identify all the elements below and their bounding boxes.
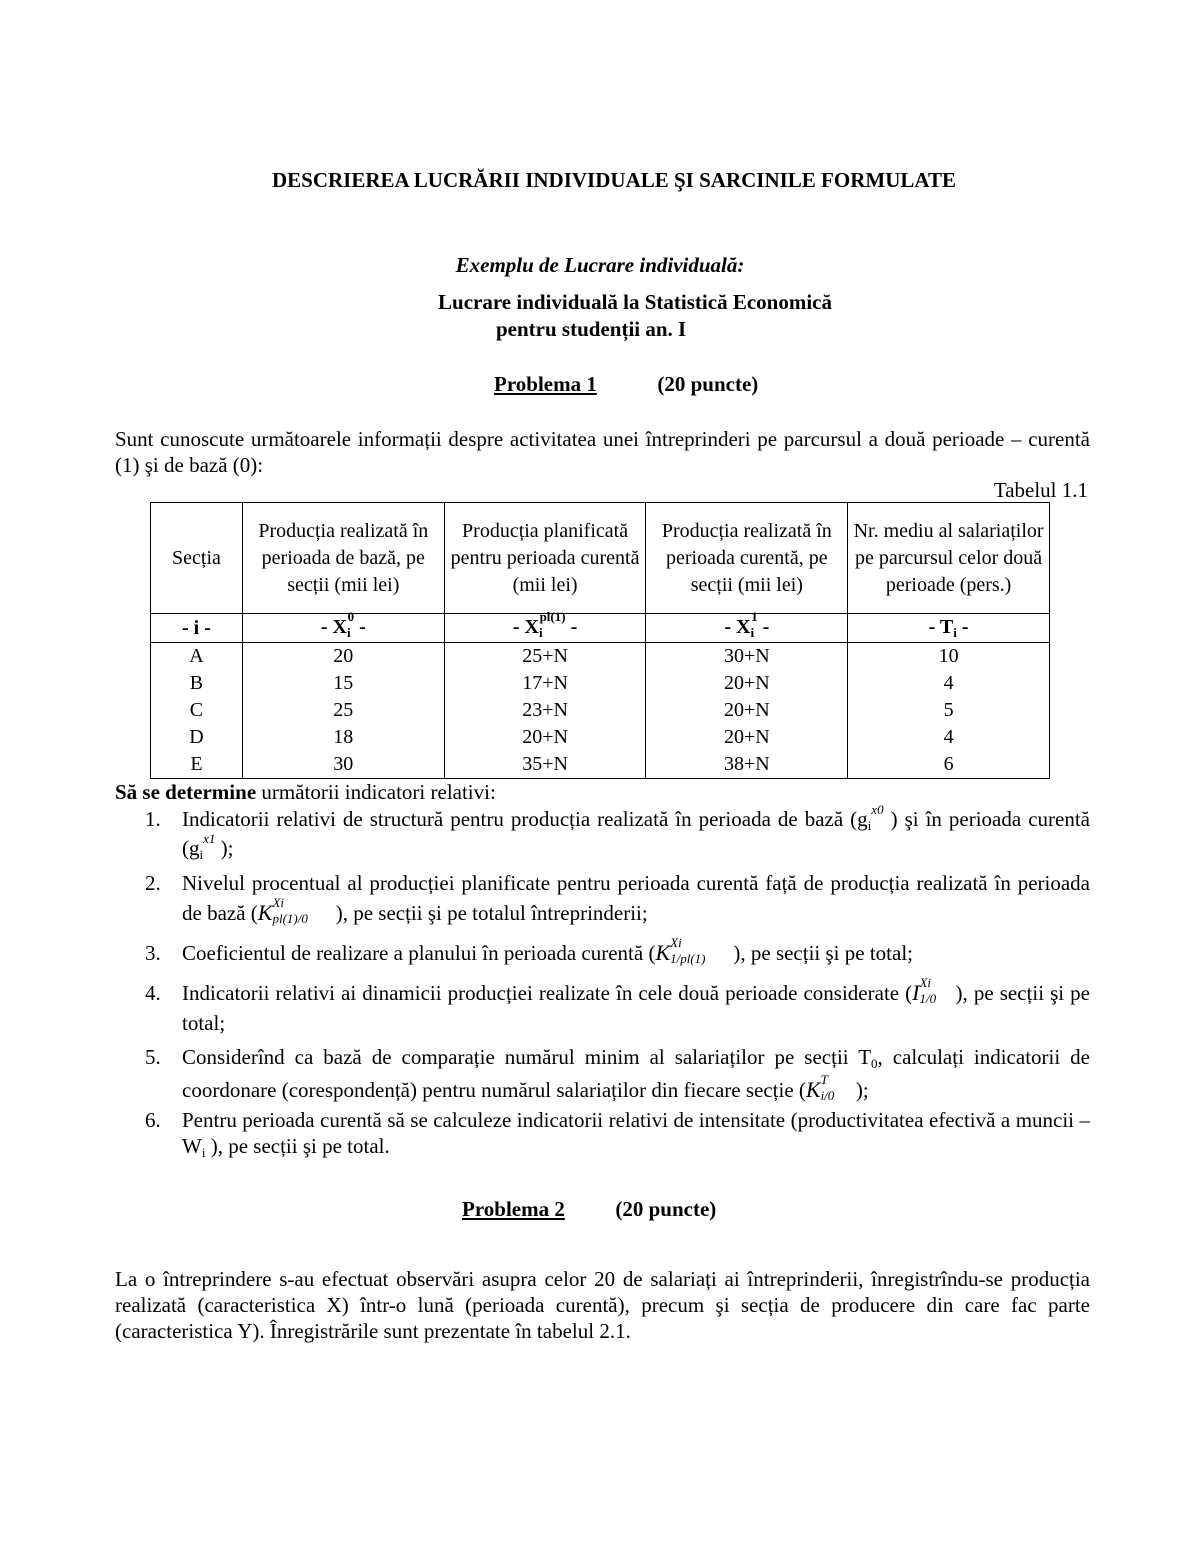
table-cell: 15 (242, 670, 444, 697)
table-row (151, 670, 1050, 697)
table-cell: 6 (848, 751, 1050, 779)
table-cell: 30+N (646, 643, 848, 671)
symbol-xipl1: - $X_i^{pl(1)}$ - (444, 614, 646, 643)
problem-2-text: La o întreprindere s-au efectuat observări asupra celor 20 de salariați ai întreprinderii, înregistrîndu-se producția realizată (caracteristica X) într-o lună (perioada curentă), precum şi secția de producere din care fac parte (caracteristica Y). Înregistrările sunt prezentate în tabelul 2.1. (115, 1267, 1090, 1343)
table-cell: 5 (848, 697, 1050, 724)
table-cell: 20+N (646, 724, 848, 751)
table-row (151, 697, 1050, 724)
table-cell: 4 (848, 670, 1050, 697)
table-cell: E (151, 751, 243, 779)
data-table-1-1 (150, 502, 1050, 779)
table-row (151, 751, 1050, 779)
determine-rest: următorii indicatori relativi: (256, 780, 496, 804)
table-cell: 20+N (646, 697, 848, 724)
symbol-i: - i - (151, 614, 243, 643)
determine-bold: Să se determine (115, 780, 257, 804)
document-title: DESCRIEREA LUCRĂRII INDIVIDUALE ŞI SARCINILE FORMULATE (272, 168, 956, 192)
table-caption: Tabelul 1.1 (993, 478, 1088, 502)
table-cell: 25 (242, 697, 444, 724)
task-item: 6. Pentru perioada curentă să se calculeze indicatorii relativi de intensitate (productivitatea efectivă a muncii – Wi ), pe secții şi pe total. (145, 1108, 1090, 1160)
table-symbol-row (151, 614, 1050, 643)
problem-1-label: Problema 1 (494, 372, 597, 396)
table-row (151, 724, 1050, 751)
problem-2-label: Problema 2 (462, 1197, 565, 1221)
table-cell: 4 (848, 724, 1050, 751)
task-item: 3. Coeficientul de realizare a planului în perioada curentă (K Xi 1/pl(1) ), pe secții şi pe total; (145, 935, 913, 966)
table-cell: 25+N (444, 643, 646, 671)
task-item: 5. Considerînd ca bază de comparație numărul minim al salariaților pe secții T0, calculați indicatorii de coordonare (corespondență) pentru numărul salariaților din fiecare secție (K T i/0 ); (145, 1045, 1090, 1103)
header-productie-baza: Producția realizată în perioada de bază, pe secții (mii lei) (242, 503, 444, 614)
table-cell: B (151, 670, 243, 697)
table-cell: 20 (242, 643, 444, 671)
determine-line (115, 780, 496, 805)
header-nr-salariati: Nr. mediu al salariaților pe parcursul celor două perioade (pers.) (848, 503, 1050, 614)
table-cell: 23+N (444, 697, 646, 724)
header-productie-planificata: Producția planificată pentru perioada curentă (mii lei) (444, 503, 646, 614)
subtitle-line-1: Lucrare individuală la Statistică Economică (438, 290, 832, 314)
problem-2-points: (20 puncte) (615, 1197, 717, 1221)
table-cell: A (151, 643, 243, 671)
problem-1-points: (20 puncte) (657, 372, 759, 396)
table-cell: D (151, 724, 243, 751)
table-row (151, 643, 1050, 671)
table-cell: 10 (848, 643, 1050, 671)
table-cell: 30 (242, 751, 444, 779)
header-productie-curenta: Producția realizată în perioada curentă, pe secții (mii lei) (646, 503, 848, 614)
table-cell: 20+N (646, 670, 848, 697)
task-item: 1. Indicatorii relativi de structură pentru producția realizată în perioada de bază ($gi^{x0}$ ) şi în perioada curentă ($gi^{x1}$ ); (145, 802, 1090, 862)
problem-1-intro: Sunt cunoscute următoarele informații despre activitatea unei întreprinderi pe parcursul a două perioade – curentă (1) şi de bază (0): (115, 427, 1090, 477)
symbol-xi1: - $X_i^1$ - (646, 614, 848, 643)
subtitle-line-2: pentru studenții an. I (496, 317, 687, 341)
task-list (115, 802, 1090, 1162)
table-cell: 35+N (444, 751, 646, 779)
task-item: 2. Nivelul procentual al producției planificate pentru perioada curentă față de producția realizată în perioada de bază (K Xi pl(1)/0 ), pe secții şi pe totalul întreprinderii; (145, 871, 1090, 926)
task-item: 4. Indicatorii relativi ai dinamicii producției realizate în cele două perioade considerate (I Xi 1/0 ), pe secții şi pe total; (145, 975, 1090, 1035)
header-sectia: Secția (151, 503, 243, 614)
table-cell: 17+N (444, 670, 646, 697)
symbol-ti: - $T_i$ - (848, 614, 1050, 643)
table-header-row (151, 503, 1050, 614)
table-cell: C (151, 697, 243, 724)
problem-1-heading (494, 372, 758, 397)
symbol-xi0: - $X_i^0$ - (242, 614, 444, 643)
table-cell: 18 (242, 724, 444, 751)
example-heading: Exemplu de Lucrare individuală: (455, 253, 745, 277)
table-cell: 20+N (444, 724, 646, 751)
problem-2-heading (462, 1197, 716, 1222)
table-cell: 38+N (646, 751, 848, 779)
